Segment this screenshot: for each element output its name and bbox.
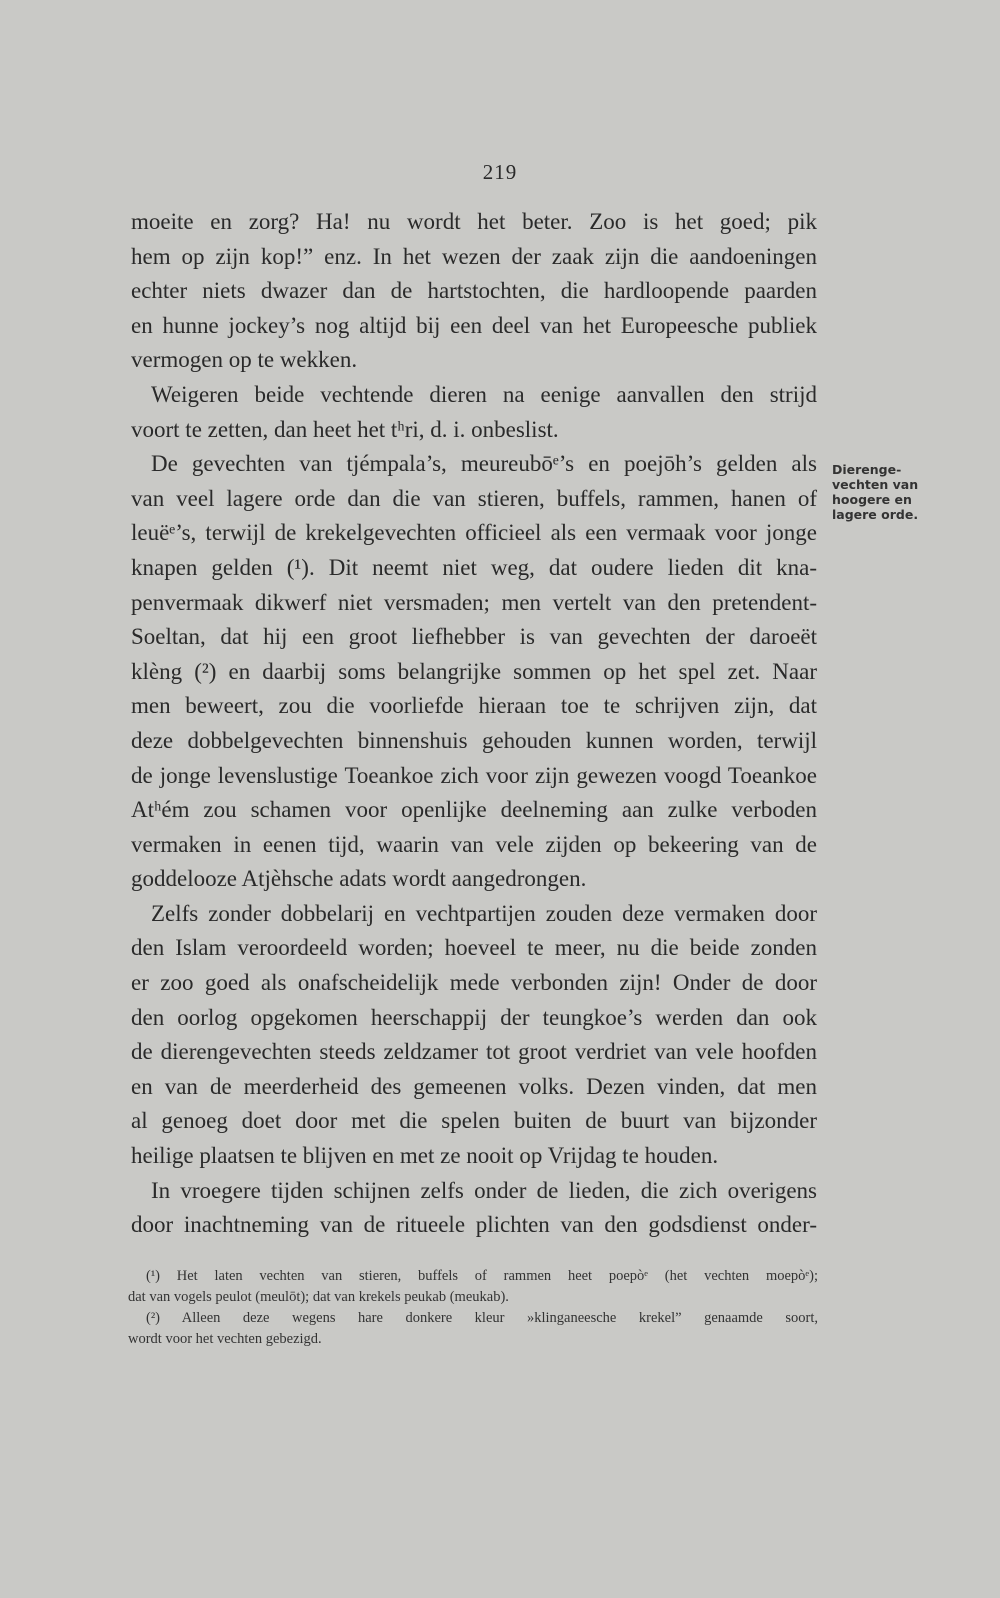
margin-note-line: hoogere en xyxy=(832,492,912,507)
text-line: den Islam veroordeeld worden; hoeveel te meer, nu die beide zonden xyxy=(131,935,817,961)
text-line: en van de meerderheid des gemeenen volks. Dezen vinden, dat men xyxy=(131,1073,817,1099)
footnote-line: (¹) Het laten vechten van stieren, buffels of rammen heet poepòᵉ (het vechten moepòᵉ); xyxy=(146,1268,818,1284)
text-line: van veel lagere orde dan die van stieren, buffels, rammen, hanen of xyxy=(131,485,817,511)
text-line: men beweert, zou die voorliefde hieraan toe te schrijven zijn, dat xyxy=(131,693,817,719)
text-line: Weigeren beide vechtende dieren na eenige aanvallen den strijd xyxy=(151,381,817,407)
text-line: deze dobbelgevechten binnenshuis gehouden kunnen worden, terwijl xyxy=(131,727,817,753)
text-line: de dierengevechten steeds zeldzamer tot groot verdriet van vele hoofden xyxy=(131,1039,817,1065)
text-line: voort te zetten, dan heet het tʰri, d. i. onbeslist. xyxy=(131,416,559,442)
text-line: den oorlog opgekomen heerschappij der teungkoe’s werden dan ook xyxy=(131,1004,817,1030)
text-line: en hunne jockey’s nog altijd bij een deel van het Europeesche publiek xyxy=(131,312,817,338)
text-line: klèng (²) en daarbij soms belangrijke sommen op het spel zet. Naar xyxy=(131,658,817,684)
margin-note-line: vechten van xyxy=(832,477,919,492)
text-line: vermaken in eenen tijd, waarin van vele zijden op bekeering van de xyxy=(131,831,817,857)
margin-note-line: Dierenge- xyxy=(832,462,902,477)
text-line: vermogen op te wekken. xyxy=(131,347,358,373)
text-line: door inachtneming van de ritueele plichten van den godsdienst onder- xyxy=(131,1212,817,1238)
text-line: Zelfs zonder dobbelarij en vechtpartijen zouden deze vermaken door xyxy=(151,900,817,926)
footnotes xyxy=(128,1266,818,1350)
text-line: De gevechten van tjémpala’s, meureubōᵉ’s en poejōh’s gelden als xyxy=(151,451,817,477)
text-line: al genoeg doet door met die spelen buiten de buurt van bijzonder xyxy=(131,1108,817,1134)
text-line: hem op zijn kop!” enz. In het wezen der zaak zijn die aandoeningen xyxy=(131,243,817,269)
page-number: 219 xyxy=(482,160,518,184)
text-line: knapen gelden (¹). Dit neemt niet weg, dat oudere lieden dit kna- xyxy=(131,554,817,580)
text-line: heilige plaatsen te blijven en met ze nooit op Vrijdag te houden. xyxy=(131,1143,719,1169)
text-line: Atʰém zou schamen voor openlijke deelneming aan zulke verboden xyxy=(131,797,817,823)
footnote-line: wordt voor het vechten gebezigd. xyxy=(128,1331,322,1347)
text-line: er zoo goed als onafscheidelijk mede verbonden zijn! Onder de door xyxy=(131,970,817,996)
margin-note-line: lagere orde. xyxy=(832,507,919,522)
text-line: echter niets dwazer dan de hartstochten, die hardloopende paarden xyxy=(131,278,817,304)
text-line: goddelooze Atjèhsche adats wordt aangedrongen. xyxy=(131,866,587,892)
text-line: In vroegere tijden schijnen zelfs onder de lieden, die zich overigens xyxy=(151,1177,817,1203)
text-line: leuëᵉ’s, terwijl de krekelgevechten officieel als een vermaak voor jonge xyxy=(131,520,817,546)
text-line: Soeltan, dat hij een groot liefhebber is van gevechten der daroeët xyxy=(131,624,817,650)
margin-note xyxy=(832,462,982,522)
body-text xyxy=(131,205,817,1243)
footnote-line: dat van vogels peulot (meulōt); dat van krekels peukab (meukab). xyxy=(128,1289,509,1305)
text-line: moeite en zorg? Ha! nu wordt het beter. Zoo is het goed; pik xyxy=(131,209,817,234)
text-line: de jonge levenslustige Toeankoe zich voor zijn gewezen voogd Toeankoe xyxy=(131,762,817,788)
text-line: penvermaak dikwerf niet versmaden; men vertelt van den pretendent- xyxy=(131,589,817,615)
footnote-line: (²) Alleen deze wegens hare donkere kleur »klinganeesche krekel” genaamde soort, xyxy=(146,1310,818,1326)
